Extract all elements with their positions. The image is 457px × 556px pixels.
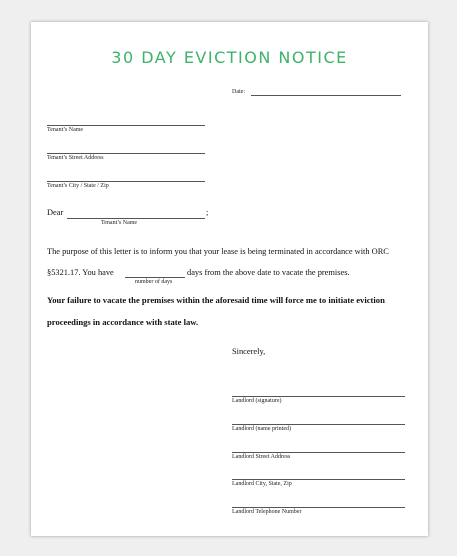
landlord-line-2 — [232, 452, 405, 453]
warning-line-2: proceedings in accordance with state law. — [47, 317, 199, 327]
salutation-sub-label: Tenant’s Name — [101, 220, 138, 226]
notice-title: 30 DAY EVICTION NOTICE — [111, 48, 348, 67]
date-line — [251, 95, 401, 96]
landlord-field-street: Landlord Street Address — [232, 454, 291, 460]
salutation: Dear — [47, 208, 64, 217]
paragraph-line-2a: §5321.17. You have — [47, 268, 114, 277]
tenant-name-line — [47, 125, 205, 126]
landlord-field-name: Landlord (name printed) — [232, 426, 291, 432]
landlord-line-0 — [232, 396, 405, 397]
tenant-street-line — [47, 153, 205, 154]
salutation-end: ; — [206, 208, 209, 217]
days-line — [125, 277, 185, 278]
tenant-city-label: Tenant’s City / State / Zip — [47, 183, 109, 189]
days-sub-label: number of days — [135, 279, 173, 285]
paragraph-line-2b: days from the above date to vacate the premises. — [187, 268, 350, 277]
date-label: Date: — [232, 89, 245, 95]
landlord-line-1 — [232, 424, 405, 425]
landlord-line-4 — [232, 507, 405, 508]
salutation-line — [67, 218, 205, 219]
tenant-city-line — [47, 181, 205, 182]
tenant-name-label: Tenant’s Name — [47, 127, 84, 133]
closing: Sincerely, — [232, 347, 266, 356]
landlord-field-phone: Landlord Telephone Number — [232, 509, 302, 515]
landlord-line-3 — [232, 479, 405, 480]
landlord-field-city: Landlord City, State, Zip — [232, 481, 292, 487]
paragraph-line-1: The purpose of this letter is to inform you that your lease is being terminated in accordance with ORC — [47, 247, 389, 256]
tenant-street-label: Tenant’s Street Address — [47, 155, 104, 161]
notice-page — [31, 22, 428, 536]
landlord-field-signature: Landlord (signature) — [232, 398, 282, 404]
warning-line-1: Your failure to vacate the premises within the aforesaid time will force me to initiate eviction — [47, 295, 385, 305]
